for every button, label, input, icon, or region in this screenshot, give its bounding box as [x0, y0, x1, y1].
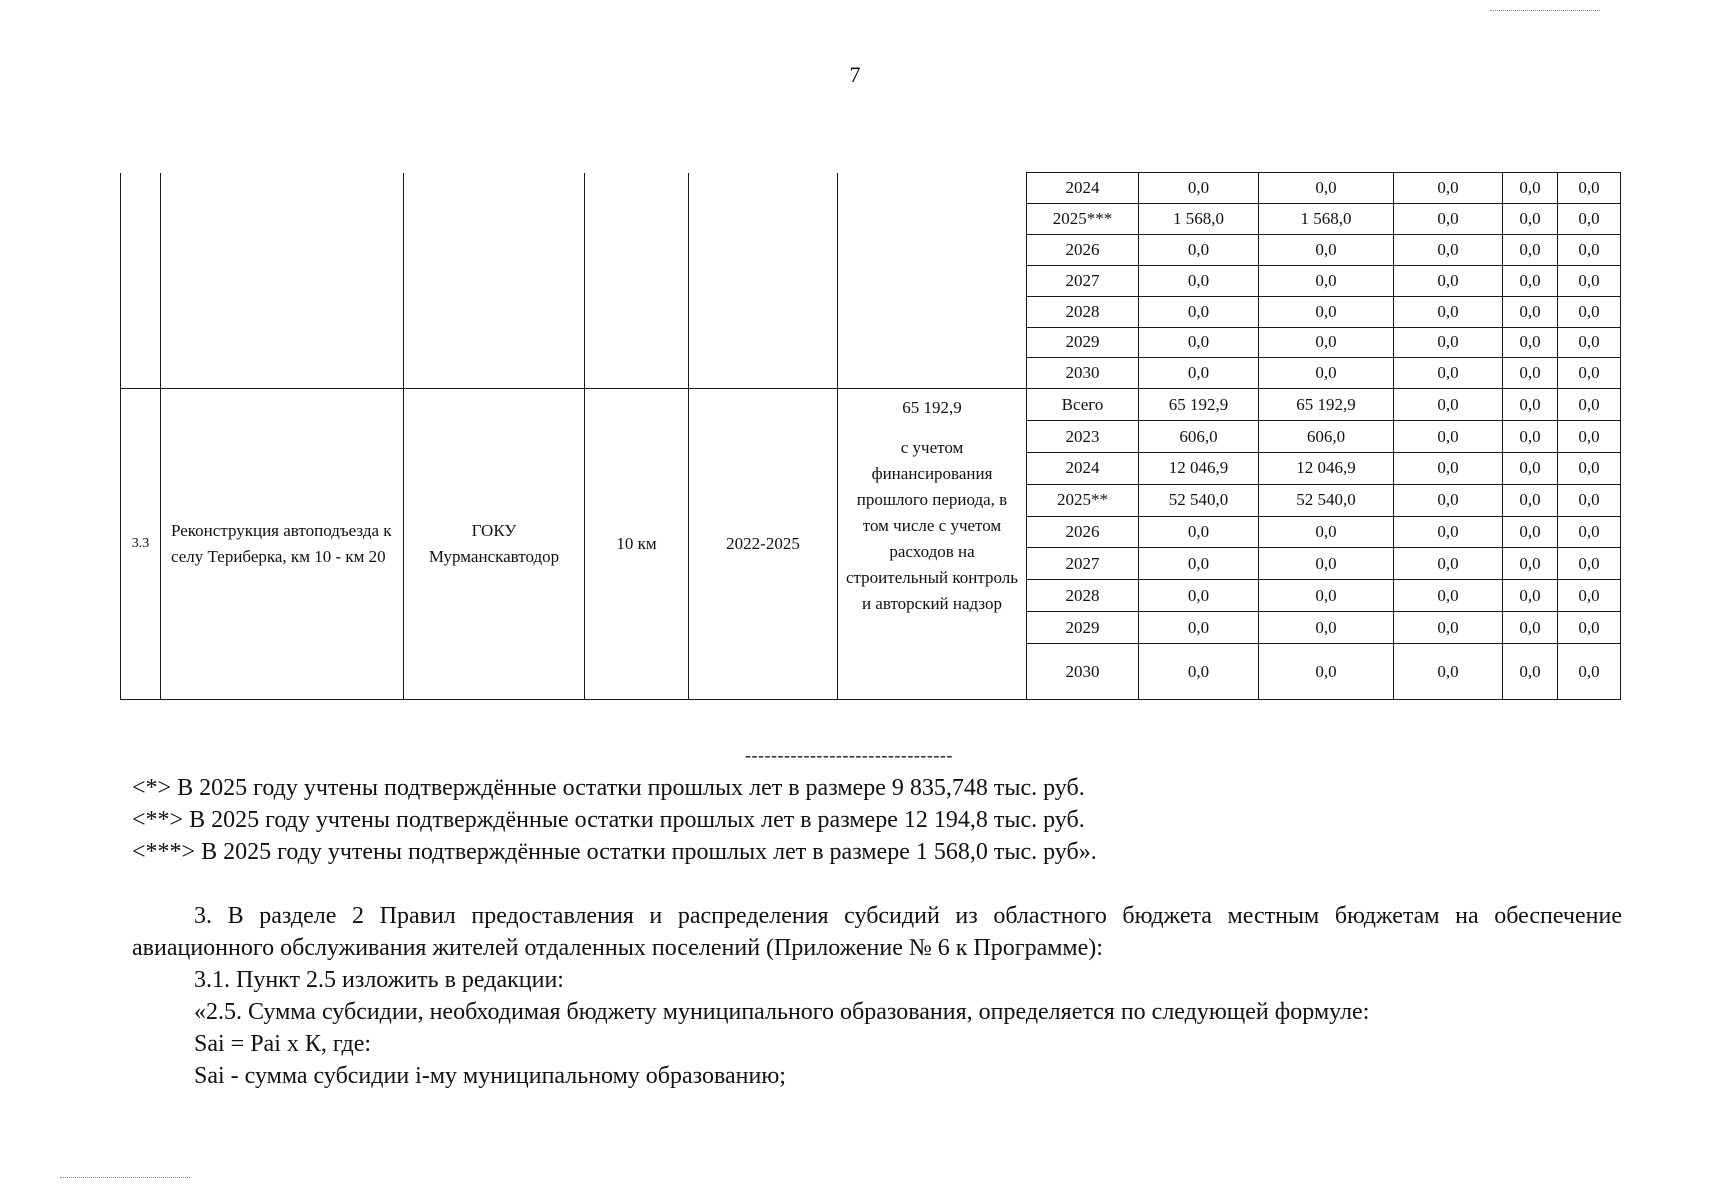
cell-year: 2027	[1027, 548, 1139, 580]
cell-local: 0,0	[1503, 484, 1558, 516]
cell-other: 0,0	[1558, 173, 1621, 204]
cell-regional: 0,0	[1259, 327, 1394, 358]
cell-other: 0,0	[1558, 265, 1621, 296]
cell-local: 0,0	[1503, 612, 1558, 644]
cell-other: 0,0	[1558, 612, 1621, 644]
fund-total: 65 192,9	[902, 398, 962, 418]
cell-other: 0,0	[1558, 203, 1621, 234]
cell-federal: 0,0	[1394, 203, 1503, 234]
cell-total: 12 046,9	[1139, 453, 1259, 485]
cell-year: 2030	[1027, 644, 1139, 700]
cell-total: 0,0	[1139, 173, 1259, 204]
cell-regional: 0,0	[1259, 265, 1394, 296]
footnote-3: <***> В 2025 году учтены подтверждённые остатки прошлых лет в размере 1 568,0 тыс. руб».	[132, 839, 1097, 865]
cell-federal: 0,0	[1394, 358, 1503, 389]
formula-line: Sai = Pai x К, где:	[194, 1031, 372, 1057]
cell-total: 0,0	[1139, 234, 1259, 265]
paragraph-point-3-1: 3.1. Пункт 2.5 изложить в редакции:	[194, 967, 564, 993]
cell-other: 0,0	[1558, 421, 1621, 453]
cell-total: 0,0	[1139, 358, 1259, 389]
cell-local: 0,0	[1503, 173, 1558, 204]
cell-regional: 0,0	[1259, 358, 1394, 389]
cell-local: 0,0	[1503, 389, 1558, 421]
cell-regional: 0,0	[1259, 644, 1394, 700]
body-text	[132, 900, 1622, 1092]
cell-regional: 0,0	[1259, 548, 1394, 580]
cell-local: 0,0	[1503, 296, 1558, 327]
cell-regional: 65 192,9	[1259, 389, 1394, 421]
cell-federal: 0,0	[1394, 580, 1503, 612]
cell-local: 0,0	[1503, 548, 1558, 580]
cell-year: 2025***	[1027, 203, 1139, 234]
cell-other: 0,0	[1558, 548, 1621, 580]
cell-local: 0,0	[1503, 516, 1558, 548]
cell-other: 0,0	[1558, 327, 1621, 358]
page-number: 7	[849, 62, 861, 87]
cell-federal: 0,0	[1394, 453, 1503, 485]
cell-year: Всего	[1027, 389, 1139, 421]
cell-federal: 0,0	[1394, 327, 1503, 358]
cell-regional: 52 540,0	[1259, 484, 1394, 516]
cell-federal: 0,0	[1394, 296, 1503, 327]
cell-regional: 0,0	[1259, 612, 1394, 644]
cell-item-fund	[838, 389, 1027, 700]
cell-other: 0,0	[1558, 234, 1621, 265]
cell-regional: 0,0	[1259, 234, 1394, 265]
table-body	[121, 173, 1621, 700]
cell-local: 0,0	[1503, 644, 1558, 700]
cell-federal: 0,0	[1394, 644, 1503, 700]
cell-item-capacity: 10 км	[585, 389, 689, 700]
cell-total: 606,0	[1139, 421, 1259, 453]
cell-other: 0,0	[1558, 389, 1621, 421]
cell-federal: 0,0	[1394, 612, 1503, 644]
cell-federal: 0,0	[1394, 234, 1503, 265]
footnotes	[132, 772, 1097, 868]
fund-note: с учетом финансирования прошлого периода, в том числе с учетом расходов на строительный контроль и авторский надзор	[845, 438, 1018, 614]
cell-total: 0,0	[1139, 516, 1259, 548]
cell-federal: 0,0	[1394, 516, 1503, 548]
cell-other: 0,0	[1558, 516, 1621, 548]
cell-total: 0,0	[1139, 327, 1259, 358]
cell-number-prev	[121, 173, 161, 389]
scan-artifact-bottom	[60, 1177, 190, 1178]
cell-period-prev	[689, 173, 838, 389]
cell-regional: 12 046,9	[1259, 453, 1394, 485]
cell-total: 0,0	[1139, 612, 1259, 644]
scan-artifact-top	[1490, 10, 1600, 11]
cell-regional: 606,0	[1259, 421, 1394, 453]
cell-year: 2029	[1027, 612, 1139, 644]
cell-regional: 1 568,0	[1259, 203, 1394, 234]
paragraph-section-2: 3. В разделе 2 Правил предоставления и распределения субсидий из областного бюджета местным бюджетам на обеспечение авиационного обслуживания жителей отдаленных поселений (Приложение № 6 к Программе):	[132, 903, 1622, 961]
cell-local: 0,0	[1503, 234, 1558, 265]
cell-item-name: Реконструкция автоподъезда к селу Териберка, км 10 - км 20	[161, 389, 404, 700]
cell-item-org: ГОКУ Мурманскавтодор	[404, 389, 585, 700]
cell-regional: 0,0	[1259, 516, 1394, 548]
financing-table	[120, 172, 1621, 700]
cell-total: 52 540,0	[1139, 484, 1259, 516]
footnote-separator: --------------------------------	[745, 745, 953, 765]
cell-total: 1 568,0	[1139, 203, 1259, 234]
cell-federal: 0,0	[1394, 265, 1503, 296]
cell-year: 2030	[1027, 358, 1139, 389]
cell-local: 0,0	[1503, 453, 1558, 485]
footnote-2: <**> В 2025 году учтены подтверждённые остатки прошлых лет в размере 12 194,8 тыс. руб.	[132, 807, 1085, 833]
cell-total: 0,0	[1139, 580, 1259, 612]
cell-year: 2024	[1027, 173, 1139, 204]
cell-total: 0,0	[1139, 644, 1259, 700]
cell-year: 2023	[1027, 421, 1139, 453]
cell-year: 2026	[1027, 234, 1139, 265]
paragraph-point-2-5: «2.5. Сумма субсидии, необходимая бюджету муниципального образования, определяется по следующей формуле:	[194, 999, 1370, 1025]
cell-other: 0,0	[1558, 296, 1621, 327]
cell-year: 2027	[1027, 265, 1139, 296]
cell-total: 0,0	[1139, 548, 1259, 580]
cell-total: 0,0	[1139, 265, 1259, 296]
footnote-1: <*> В 2025 году учтены подтверждённые остатки прошлых лет в размере 9 835,748 тыс. руб.	[132, 775, 1085, 801]
cell-regional: 0,0	[1259, 580, 1394, 612]
cell-year: 2028	[1027, 580, 1139, 612]
cell-federal: 0,0	[1394, 484, 1503, 516]
cell-other: 0,0	[1558, 358, 1621, 389]
cell-other: 0,0	[1558, 580, 1621, 612]
cell-org-prev	[404, 173, 585, 389]
cell-total: 65 192,9	[1139, 389, 1259, 421]
cell-federal: 0,0	[1394, 389, 1503, 421]
table-row	[121, 173, 1621, 204]
cell-local: 0,0	[1503, 358, 1558, 389]
formula-definition: Sai - сумма субсидии i-му муниципальному образованию;	[194, 1063, 786, 1089]
cell-year: 2025**	[1027, 484, 1139, 516]
cell-year: 2026	[1027, 516, 1139, 548]
cell-local: 0,0	[1503, 421, 1558, 453]
cell-federal: 0,0	[1394, 173, 1503, 204]
cell-local: 0,0	[1503, 203, 1558, 234]
cell-regional: 0,0	[1259, 296, 1394, 327]
cell-year: 2029	[1027, 327, 1139, 358]
cell-fund-prev	[838, 173, 1027, 389]
cell-item-number: 3.3	[121, 389, 161, 700]
cell-total: 0,0	[1139, 296, 1259, 327]
cell-local: 0,0	[1503, 327, 1558, 358]
cell-year: 2028	[1027, 296, 1139, 327]
cell-capacity-prev	[585, 173, 689, 389]
cell-name-prev	[161, 173, 404, 389]
cell-regional: 0,0	[1259, 173, 1394, 204]
cell-item-period: 2022-2025	[689, 389, 838, 700]
table-row	[121, 389, 1621, 421]
cell-federal: 0,0	[1394, 421, 1503, 453]
cell-local: 0,0	[1503, 265, 1558, 296]
cell-other: 0,0	[1558, 484, 1621, 516]
cell-other: 0,0	[1558, 453, 1621, 485]
cell-federal: 0,0	[1394, 548, 1503, 580]
cell-year: 2024	[1027, 453, 1139, 485]
cell-local: 0,0	[1503, 580, 1558, 612]
cell-other: 0,0	[1558, 644, 1621, 700]
